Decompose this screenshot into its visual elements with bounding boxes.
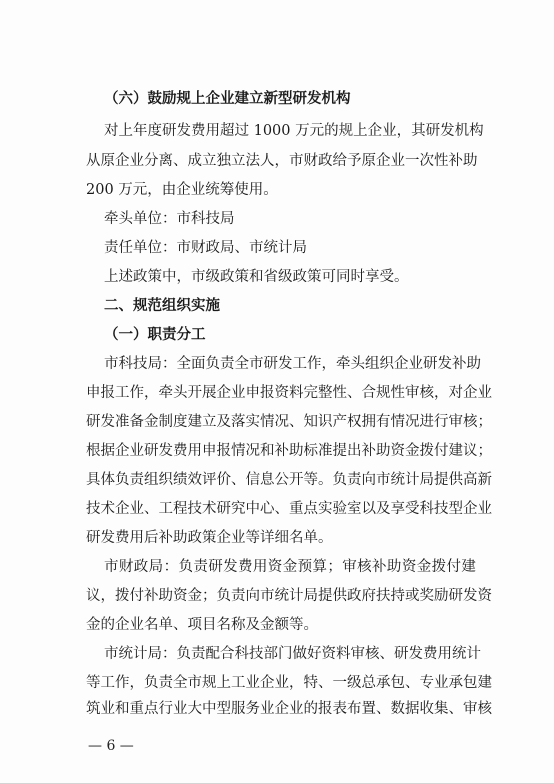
paragraph-line: 上述政策中，市级政策和省级政策可同时享受。 xyxy=(104,269,409,285)
paragraph-line: 等 工 作 ， 负 责 全 市 规 上 工 业 企 业 ， 特 、 一 级 总 承 包 、 专 业 承 包 建 xyxy=(86,675,492,691)
section-heading-2: 二、规范组织实施 xyxy=(104,298,220,314)
paragraph-line: 对上年度研发费用超过 1000 万元的规上企业，其研发机构 xyxy=(104,123,484,139)
section-heading-6: （六）鼓励规上企业建立新型研发机构 xyxy=(104,91,351,107)
lead-unit-line: 牵头单位：市科技局 xyxy=(104,211,235,227)
paragraph-line: 市 统 计 局 ： 负 责 配 合 科 技 部 门 做 好 资 料 审 核 、 研 发 费 用 统 计 xyxy=(104,646,481,662)
paragraph-line: 市 科 技 局 ： 全 面 负 责 全 市 研 发 工 作 ， 牵 头 组 织 企 业 研 发 补 助 xyxy=(104,356,481,372)
paragraph-line: 从 原 企 业 分 离 、 成 立 独 立 法 人 ， 市 财 政 给 予 原 企 业 一 次 性 补 助 xyxy=(86,153,478,169)
responsible-unit-line: 责任单位：市财政局、市统计局 xyxy=(104,240,307,256)
paragraph-line: 金的企业名单、项目名称及金额等。 xyxy=(86,617,318,633)
page-number: — 6 — xyxy=(88,738,134,754)
paragraph-line: 具 体 负 责 组 织 绩 效 评 价 、 信 息 公 开 等 。 负 责 向 市 统 计 局 提 供 高 新 xyxy=(86,472,492,488)
paragraph-line: 200 万元，由企业统筹使用。 xyxy=(86,182,278,198)
subsection-heading-1: （一）职责分工 xyxy=(104,327,206,343)
paragraph-line: 市 财 政 局 ： 负 责 研 发 费 用 资 金 预 算 ； 审 核 补 助 资 金 拨 付 建 xyxy=(104,559,476,575)
paragraph-line: 研发费用后补助政策企业等详细名单。 xyxy=(86,530,333,546)
paragraph-line: 技 术 企 业 、 工 程 技 术 研 究 中 心 、 重 点 实 验 室 以 及 享 受 科 技 型 企 业 xyxy=(86,501,492,517)
paragraph-line: 筑 业 和 重 点 行 业 大 中 型 服 务 业 企 业 的 报 表 布 置 、 数 据 收 集 、 审 核 xyxy=(86,701,492,717)
paragraph-line: 研 发 准 备 金 制 度 建 立 及 落 实 情 况 、 知 识 产 权 拥 有 情 况 进 行 审 核 ； xyxy=(86,414,492,430)
paragraph-line: 申 报 工 作 ， 牵 头 开 展 企 业 申 报 资 料 完 整 性 、 合 规 性 审 核 ， 对 企 业 xyxy=(86,385,492,401)
paragraph-line: 议 ， 拨 付 补 助 资 金 ； 负 责 向 市 统 计 局 提 供 政 府 扶 持 或 奖 励 研 发 资 xyxy=(86,588,492,604)
paragraph-line: 根 据 企 业 研 发 费 用 申 报 情 况 和 补 助 标 准 提 出 补 助 资 金 拨 付 建 议 ； xyxy=(86,443,492,459)
